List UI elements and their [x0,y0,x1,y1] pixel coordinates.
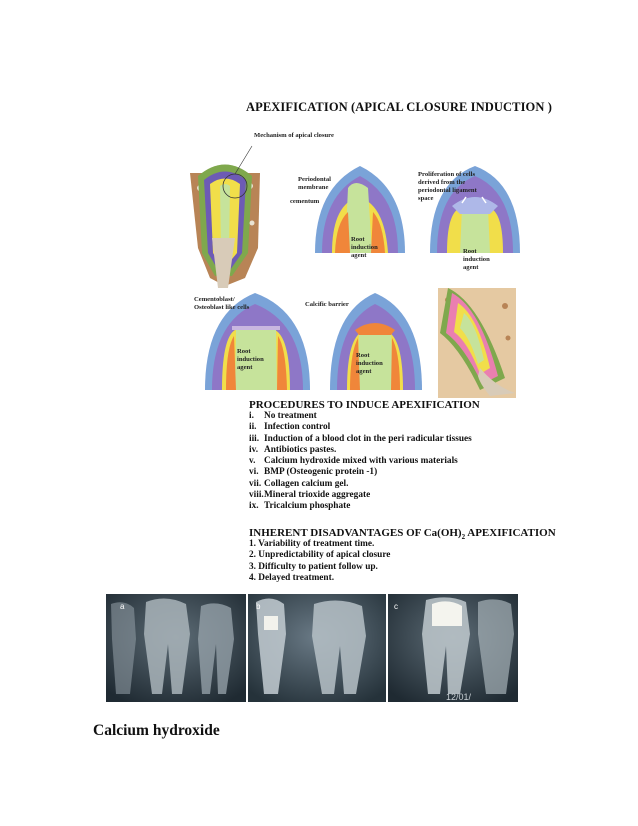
caption: Calcium hydroxide [93,722,220,739]
xray-image-3 [388,594,518,702]
procedures-heading: PROCEDURES TO INDUCE APEXIFICATION [249,399,480,411]
label-cementum: cementum [290,198,320,205]
list-item: ii. Infection control [249,422,331,433]
label-root-agent-3: Root induction agent [237,348,264,371]
list-item: v. Calcium hydroxide mixed with various materials [249,456,458,467]
label-proliferation: Proliferation of cells derived from the periodontal ligament space [418,171,477,202]
xray-mark-a: a [120,602,125,611]
list-item: vii. Collagen calcium gel. [249,478,349,489]
xray-mark-b: b [256,602,261,611]
xray-image-1 [106,594,246,702]
label-calcific-barrier: Calcific barrier [305,301,349,308]
xray-image-2 [248,594,386,702]
document-title: APEXIFICATION (APICAL CLOSURE INDUCTION ) [246,100,552,114]
label-root-agent-4: Root induction agent [356,352,383,375]
label-cementoblast: Cementoblast/ Osteoblast like cells [194,296,250,311]
xray-strip [106,594,518,702]
list-item: 2. Unpredictability of apical closure [249,550,391,561]
panel-tooth-bone [190,146,260,288]
panel-completed-tooth [438,288,516,398]
list-item: vi. BMP (Osteogenic protein -1) [249,467,378,478]
disadvantages-list [249,539,390,584]
label-root-agent-1: Root induction agent [351,236,378,259]
list-item: 3. Difficulty to patient follow up. [249,561,378,572]
xray-date: 12/01/ [446,692,472,702]
list-item: viii.Mineral trioxide aggregate [249,490,371,501]
list-item: i. No treatment [249,411,317,421]
label-mechanism: Mechanism of apical closure [254,132,334,139]
disadvantages-heading: INHERENT DISADVANTAGES OF $Ca(OH)_2$ APEXIFICATION [249,527,556,542]
xray-mark-c: c [394,602,398,611]
procedures-list [249,411,472,513]
label-root-agent-2: Root induction agent [463,248,490,271]
list-item: ix. Tricalcium phosphate [249,501,351,512]
list-item: iii. Induction of a blood clot in the peri radicular tissues [249,433,472,444]
list-item: 4. Delayed treatment. [249,572,335,583]
list-item: iv. Antibiotics pastes. [249,444,337,455]
label-periodontal-membrane: Periodontal membrane [298,176,331,191]
list-item: 1. Variability of treatment time. [249,539,375,549]
